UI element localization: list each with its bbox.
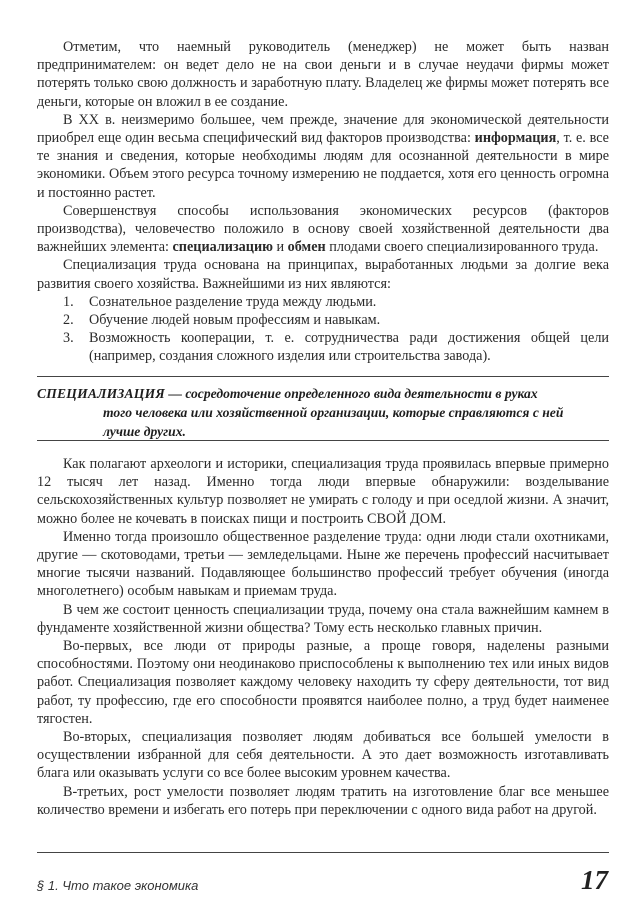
- paragraph: [37, 111, 609, 202]
- principles-list: [37, 293, 609, 366]
- definition-top-rule: [37, 376, 609, 377]
- footer-rule: [37, 852, 609, 853]
- list-number: 3.: [63, 330, 74, 347]
- paragraph: Специализация труда основана на принципах, выработанных людьми за долгие века развития своего хозяйства. Важнейшими из них являются:: [37, 257, 609, 292]
- list-text: Обучение людей новым профессиям и навыкам.: [89, 312, 381, 329]
- term-exchange: обмен: [287, 239, 326, 256]
- paragraph: Во-первых, все люди от природы разные, а проще говоря, наделены разными способностями. Поэтому они неодинаково приспособлены к выполнению тех или иных видов работ. Специализация позволяет каждому человеку находить ту сферу деятельности, тот вид работ, ту профессию, где его способности проявятся наиболее полно, а труд будет наименее тягостен.: [37, 638, 609, 727]
- definition-term: СПЕЦИАЛИЗАЦИЯ: [37, 386, 165, 401]
- paragraph: В чем же состоит ценность специализации труда, почему она стала важнейшим камнем в фундаменте хозяйственной жизни общества? Тому есть несколько главных причин.: [37, 601, 609, 636]
- running-footer: § 1. Что такое экономика: [37, 878, 199, 893]
- bottom-text-block: [37, 455, 609, 819]
- list-number: 2.: [63, 312, 74, 329]
- definition-bottom-rule: [37, 440, 609, 441]
- text-run: Совершенствуя способы использования экономических ресурсов (факторов производства), человечество положило в основу своей хозяйственной деятельности два важнейших элемента:: [37, 202, 609, 256]
- definition-text: — сосредоточение определенного вида деятельности в руках: [164, 386, 538, 401]
- list-item: [37, 293, 609, 311]
- list-text: Возможность кооперации, т. е. сотрудничества ради достижения общей цели (например, создания сложного изделия или строительства завода).: [89, 330, 609, 365]
- list-item: [37, 311, 609, 329]
- top-text-block: [37, 38, 609, 366]
- paragraph: [37, 202, 609, 257]
- list-number: 1.: [63, 293, 74, 310]
- page-number: 17: [581, 865, 608, 895]
- text-run: , т. е. все те знания и сведения, которые необходимы людям для осознанной деятельности в мире экономики. Объем этого ресурса точному измерению не поддается, хотя его ценность огромна и постоянно растет.: [37, 130, 609, 201]
- list-item: [37, 329, 609, 365]
- list-text: Сознательное разделение труда между людьми.: [89, 293, 377, 310]
- paragraph: В-третьих, рост умелости позволяет людям тратить на изготовление благ все меньшее количество времени и избегать его потерь при переключении с одного вида работ на другой.: [37, 783, 609, 818]
- definition-box: [37, 384, 609, 441]
- term-information: информация: [474, 130, 557, 147]
- definition-continuation: того человека или хозяйственной организации, которые справляются с ней лучше других.: [103, 405, 564, 439]
- paragraph: Отметим, что наемный руководитель (менеджер) не может быть назван предпринимателем: он ведет дело не на свои деньги и в случае неудачи фирмы может потерять только свою должность и заработную плату. Владелец же фирмы может потерять все деньги, которые он вложил в ее создание.: [37, 39, 609, 110]
- text-run: плодами своего специализированного труда.: [325, 239, 599, 256]
- text-run: и: [272, 239, 288, 256]
- paragraph: Во-вторых, специализация позволяет людям добиваться все большей умелости в осуществлении избранной для себя деятельности. А это дает возможность изготавливать блага или оказывать услуги со все более высоким уровнем качества.: [37, 729, 609, 782]
- paragraph: Именно тогда произошло общественное разделение труда: одни люди стали охотниками, другие — скотоводами, третьи — земледельцами. Ныне же перечень профессий насчитывает многие тысячи названий. Подавляющее большинство профессий требует обучения (иногда многолетнего) особым навыкам и приемам труда.: [37, 528, 609, 600]
- term-specialization: специализацию: [172, 239, 273, 256]
- text-run: В XX в. неизмеримо большее, чем прежде, значение для экономической деятельности приобрел еще один весьма специфический вид факторов производства:: [37, 111, 609, 147]
- paragraph: Как полагают археологи и историки, специализация труда проявилась впервые примерно 12 тысяч лет назад. Именно тогда люди впервые обнаружили: возделывание сельскохозяйственных культур позволяет не умирать с голоду и при оседлой жизни. А значит, можно более не кочевать в поисках пищи и построить СВОЙ ДОМ.: [37, 456, 609, 527]
